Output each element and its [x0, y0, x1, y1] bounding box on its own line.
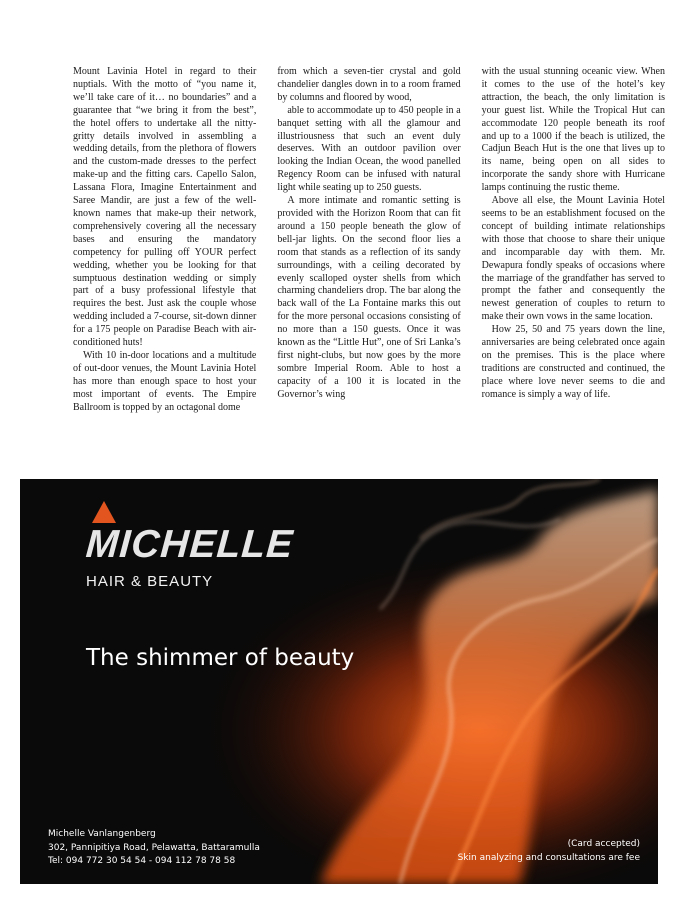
paragraph: from which a seven-tier crystal and gold chandelier dangles down in to a room framed by columns and floored by wood,	[277, 66, 461, 103]
article-body	[73, 66, 665, 466]
brand-subtitle: HAIR & BEAUTY	[86, 573, 214, 590]
article-column-2	[277, 66, 460, 466]
paragraph: Mount Lavinia Hotel in regard to their nuptials. With the motto of “you name it, we’ll take care of it… no boundaries” and a guarantee that “we bring it from the best”, the hotel offers to undertake all the nitty-gritty details involved in assembling a wedding details, from the plethora of flowers and the custom-made dresses to the perfect make-up and the fitting cars. Capello Salon, Lassana Flora, Imagine Entertainment and Saree Mandir, are just a few of the well-known names that make-up their network, comprehensively covering all the necessary bases and ensuring the mandatory competency for pulling off YOUR perfect wedding, whether you be looking for that sumptuous destination wedding or simply part of a busy professional lifestyle that requires the best. Just ask the couple whose wedding included a 7-course, sit-down dinner for a 175 people on Paradise Beach with air-conditioned huts!	[73, 66, 257, 349]
tagline: The shimmer of beauty	[86, 645, 355, 671]
consultation-note: Skin analyzing and consultations are fee	[457, 852, 640, 863]
contact-block	[48, 828, 260, 869]
paragraph: able to accommodate up to 450 people in a banquet setting with all the glamour and illustriousness that such an event duly deserves. With an outdoor pavilion over looking the Indian Ocean, the wood panelled Regency Room can be infused with natural light while seating up to 250 guests.	[277, 104, 461, 194]
michelle-advertisement[interactable]	[20, 479, 658, 884]
triangle-icon	[92, 501, 116, 523]
paragraph: Above all else, the Mount Lavinia Hotel seems to be an establishment focused on the concept of building intimate relationships with those that choose to share their unique and incomparable day with them. Mr. Dewapura fondly speaks of occasions where the marriage of the grandfather has served to prompt the father and consequently the newest generation of couples to return to make their own vows in the same location.	[481, 195, 665, 323]
contact-phone: Tel: 094 772 30 54 54 - 094 112 78 78 58	[48, 856, 236, 866]
contact-name: Michelle Vanlangenberg	[48, 829, 156, 839]
paragraph: with the usual stunning oceanic view. When it comes to the use of the hotel’s key attraction, the beach, the only limitation is your guest list. While the Tropical Hut can accommodate 120 people beneath its roof and up to a 1000 if the beach is utilized, the Cadjun Beach Hut is the one that lives up to its name, being open on all sides to incorporate the sandy shore with Hurricane lamps continuing the rustic theme.	[481, 66, 665, 194]
brand-name: MICHELLE	[84, 523, 295, 566]
contact-address: 302, Pannipitiya Road, Pelawatta, Battaramulla	[48, 842, 260, 853]
article-column-1	[73, 66, 256, 466]
paragraph: With 10 in-door locations and a multitude of out-door venues, the Mount Lavinia Hotel has more than enough space to host your most important of events. The Empire Ballroom is topped by an octagonal dome	[73, 349, 257, 413]
card-note: (Card accepted)	[567, 839, 640, 849]
notes-block	[458, 838, 640, 865]
article-column-3	[482, 66, 665, 466]
paragraph: How 25, 50 and 75 years down the line, anniversaries are being celebrated once again on the premises. This is the place where traditions are constructed and continued, the place where love never seems to die and romance is simply a way of life.	[481, 324, 665, 400]
paragraph: A more intimate and romantic setting is provided with the Horizon Room that can fit around a 150 people beneath the glow of bell-jar lights. On the second floor lies a room that stands as a reflection of its sandy surroundings, with a ceiling decorated by evenly scalloped oyster shells from which charming chandeliers drop. The bar along the back wall of the La Fontaine marks this out for the more personal occasions consisting of no more than a 150 guests. Once it was known as the “Little Hut”, one of Sri Lanka’s first night-clubs, but now goes by the more sombre Imperial Room. Able to host a capacity of a 100 it is located in the Governor’s wing	[277, 195, 461, 400]
